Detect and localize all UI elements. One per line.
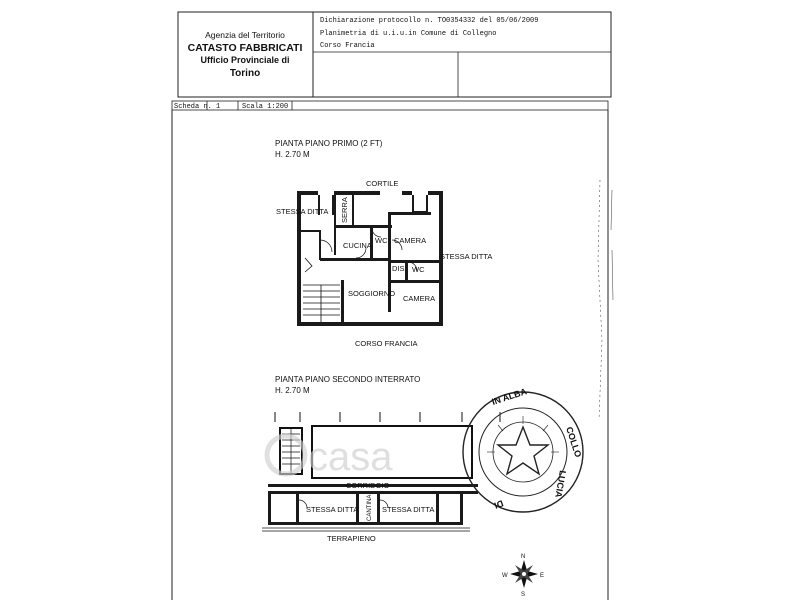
address-line: Corso Francia [320,42,375,50]
room-camera-top: CAMERA [394,236,427,245]
agency-line2: CATASTO FABBRICATI [187,42,303,54]
watermark [267,435,393,479]
protocol-line: Dichiarazione protocollo n. TO0354332 del 05/06/2009 [320,17,539,25]
room-serra: SERRA [340,197,349,223]
scheda-label: Scheda n. 1 [174,103,221,111]
plan-second-height: H. 2.70 M [275,386,310,395]
plan-first-title: PIANTA PIANO PRIMO (2 FT) [275,139,383,148]
room-camera-bottom: CAMERA [403,294,436,303]
plan-second-title: PIANTA PIANO SECONDO INTERRATO [275,375,421,384]
plan-first-height: H. 2.70 M [275,150,310,159]
watermark-text: casa [308,435,393,479]
compass-n: N [521,554,526,560]
agency-line1: Agenzia del Territorio [205,30,285,40]
compass-s: S [521,592,526,598]
label-terrapieno: TERRAPIENO [327,534,376,543]
compass-e: E [540,573,545,579]
label-corso-francia: CORSO FRANCIA [355,339,418,348]
planimetry-line: Planimetria di u.i.u.in Comune di Collegno [320,30,497,38]
agency-line4: Torino [229,68,261,79]
room-soggiorno: SOGGIORNO [348,289,396,298]
room-stessa-ditta-1: STESSA DITTA [306,505,359,514]
stamp-text-side: LUCIA [553,469,568,499]
scheda-bar [172,101,608,110]
official-stamp [463,386,583,512]
room-cantina: CANTINA [367,494,373,521]
room-corridoio: CORRIDOIO [346,481,390,490]
room-stessa-ditta-2: STESSA DITTA [382,505,435,514]
room-stessa-ditta-left: STESSA DITTA [276,207,329,216]
stamp-text-bottom: DI [492,498,505,511]
stamp-text-right: COLLO [564,425,584,459]
scala-label: Scala 1:200 [242,103,289,111]
stamp-text-top: IN ALBA [490,386,529,407]
room-wc-bottom: WC [412,265,425,274]
room-wc-top: WC [375,236,388,245]
room-dis: DIS. [392,264,407,273]
agency-line3: Ufficio Provinciale di [200,55,290,65]
room-cucina: CUCINA [343,241,372,250]
room-cortile: CORTILE [366,179,399,188]
compass-w: W [502,573,508,579]
compass-rose-icon [510,560,538,588]
room-stessa-ditta-right: STESSA DITTA [440,252,493,261]
